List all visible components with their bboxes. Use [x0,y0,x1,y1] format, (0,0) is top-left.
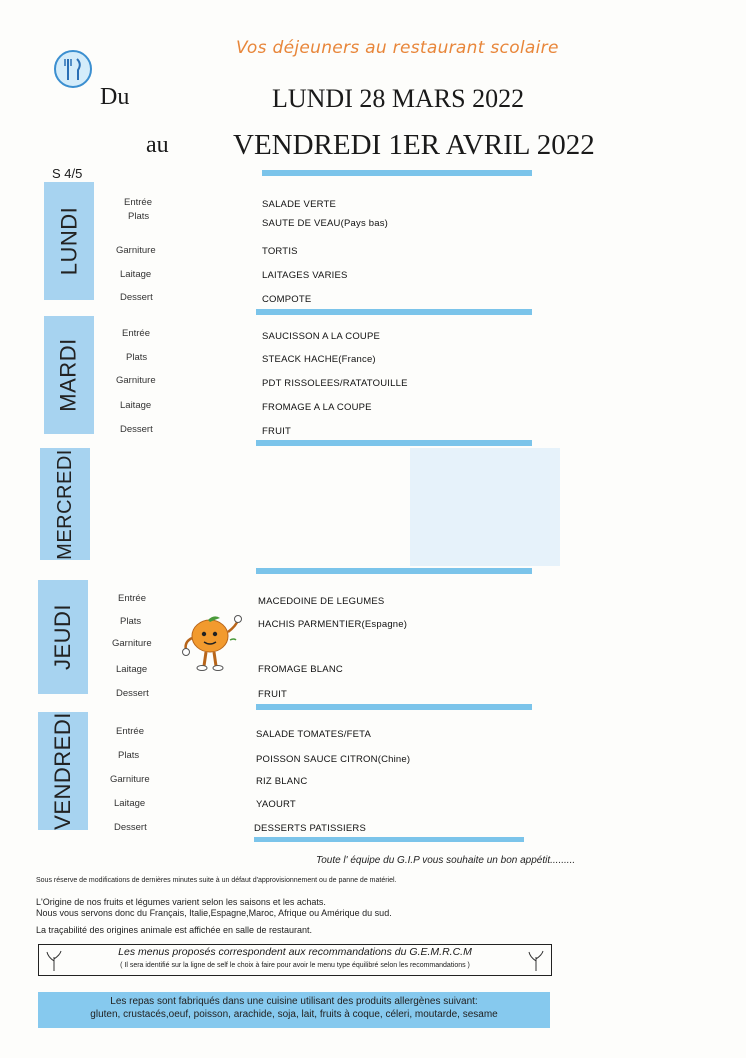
day-divider [254,837,524,842]
dish-name: COMPOTE [262,294,312,305]
day-bar-mercredi [40,448,90,560]
row-label: Dessert [120,292,153,303]
traceability-note: La traçabilité des origines animale est affichée en salle de restaurant. [36,925,312,935]
day-divider [256,309,532,315]
gemrcm-subtitle: ( Il sera identifié sur la ligne de self le choix à faire pour avoir le menu type équilibré selon les recommandations ) [120,962,470,969]
dish-name: POISSON SAUCE CITRON(Chine) [256,754,411,765]
row-label: Entrée [118,593,146,604]
restaurant-logo-icon [54,50,92,88]
row-label: Plats [128,211,150,222]
dish-name: SAUTE DE VEAU(Pays bas) [262,218,389,229]
dish-name: SALADE VERTE [262,199,337,210]
dish-name: RIZ BLANC [256,776,308,787]
row-label: Laitage [120,400,152,411]
gemrcm-title: Les menus proposés correspondent aux recommandations du G.E.M.R.C.M [118,946,472,958]
dish-name: TORTIS [262,246,298,257]
page-subtitle: Vos déjeuners au restaurant scolaire [236,38,559,58]
row-label: Entrée [122,328,150,339]
date-end: VENDREDI 1ER AVRIL 2022 [233,129,595,161]
row-label: Dessert [114,822,147,833]
day-bar-vendredi [38,712,88,830]
row-label: Plats [126,352,148,363]
row-label: Plats [118,750,140,761]
row-label: Laitage [114,798,146,809]
day-name: MERCREDI [53,448,76,560]
day-divider [256,440,532,446]
day-bar-mardi [44,316,94,434]
day-bar-lundi [44,182,94,300]
row-label: Dessert [120,424,153,435]
origin-note-2: Nous vous servons donc du Français, Italie,Espagne,Maroc, Afrique ou Amérique du sud. [36,908,392,918]
dish-name: YAOURT [256,799,296,810]
week-code: S 4/5 [52,166,83,181]
row-label: Plats [120,616,142,627]
day-name: LUNDI [56,206,82,276]
row-label: Garniture [112,638,152,649]
dish-name: FRUIT [258,689,287,700]
orange-mascot-icon [180,612,244,672]
row-label: Garniture [116,375,156,386]
origin-note-1: L'Origine de nos fruits et légumes varient selon les saisons et les achats. [36,897,326,907]
allergen-line-2: gluten, crustacés,oeuf, poisson, arachide, soja, lait, fruits à coque, céleri, moutarde, sesame [90,1009,498,1020]
reserve-note: Sous réserve de modifications de dernières minutes suite à un défaut d'approvisionnement ou de panne de matériel. [36,877,397,884]
row-label: Entrée [124,197,152,208]
row-label: Garniture [110,774,150,785]
dish-name: STEACK HACHE(France) [262,354,376,365]
row-label: Dessert [116,688,149,699]
header-divider [262,170,532,176]
dish-name: DESSERTS PATISSIERS [254,823,367,834]
bon-appetit-note: Toute l' équipe du G.I.P vous souhaite un bon appétit......... [316,855,576,866]
au-label: au [146,132,169,158]
row-label: Entrée [116,726,144,737]
allergen-line-1: Les repas sont fabriqués dans une cuisine utilisant des produits allergènes suivant: [110,996,478,1007]
dish-name: FROMAGE BLANC [258,664,343,675]
day-divider [256,568,532,574]
allergen-banner [38,992,550,1028]
empty-area-shading [410,448,560,566]
day-divider [256,704,532,710]
dish-name: LAITAGES VARIES [262,270,348,281]
row-label: Garniture [116,245,156,256]
row-label: Laitage [120,269,152,280]
row-label: Laitage [116,664,148,675]
day-name: JEUDI [50,603,75,671]
dish-name: MACEDOINE DE LEGUMES [258,596,385,607]
dish-name: HACHIS PARMENTIER(Espagne) [258,619,408,630]
date-start: LUNDI 28 MARS 2022 [272,84,525,113]
gemrcm-box [38,944,552,976]
du-label: Du [100,84,130,110]
day-name: MARDI [56,338,82,412]
dish-name: FRUIT [262,426,291,437]
dish-name: SAUCISSON A LA COUPE [262,331,381,342]
decorative-sprout-icon [45,949,63,978]
dish-name: PDT RISSOLEES/RATATOUILLE [262,378,408,389]
dish-name: SALADE TOMATES/FETA [256,729,372,740]
decorative-sprout-icon [527,949,545,978]
dish-name: FROMAGE A LA COUPE [262,402,372,413]
day-bar-jeudi [38,580,88,694]
day-name: VENDREDI [50,712,75,830]
